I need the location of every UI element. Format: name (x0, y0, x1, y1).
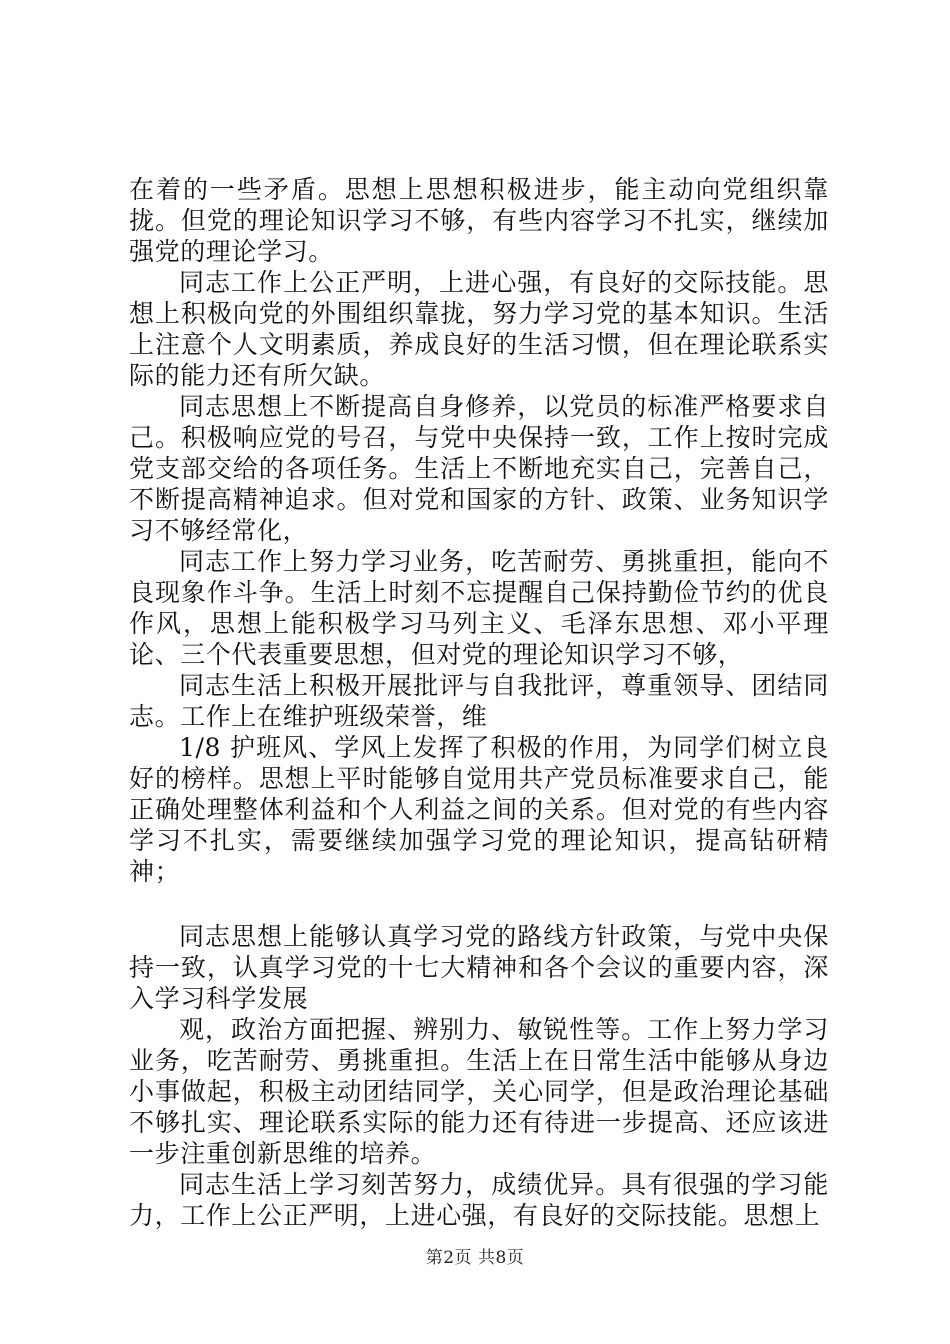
paragraph-7: 同志思想上能够认真学习党的路线方针政策，与党中央保持一致，认真学习党的十七大精神和各个会议的重要内容，深入学习科学发展 (129, 922, 829, 1013)
paragraph-1: 在着的一些矛盾。思想上思想积极进步，能主动向党组织靠拢。但党的理论知识学习不够，有些内容学习不扎实，继续加强党的理论学习。 (129, 175, 829, 266)
paragraph-8: 观，政治方面把握、辨别力、敏锐性等。工作上努力学习业务，吃苦耐劳、勇挑重担。生活上在日常生活中能够从身边小事做起，积极主动团结同学，关心同学，但是政治理论基础不够扎实、理论联系实际的能力还有待进一步提高、还应该进一步注重创新思维的培养。 (129, 1015, 829, 1168)
paragraph-9: 同志生活上学习刻苦努力，成绩优异。具有很强的学习能力，工作上公正严明，上进心强，有良好的交际技能。思想上 (129, 1170, 829, 1230)
paragraph-5: 同志生活上积极开展批评与自我批评，尊重领导、团结同志。工作上在维护班级荣誉，维 (129, 671, 829, 731)
document-body (129, 174, 829, 1231)
paragraph-3: 同志思想上不断提高自身修养，以党员的标准严格要求自己。积极响应党的号召，与党中央保持一致，工作上按时完成党支部交给的各项任务。生活上不断地充实自己，完善自己，不断提高精神追求。但对党和国家的方针、政策、业务知识学习不够经常化， (129, 392, 829, 545)
paragraph-4: 同志工作上努力学习业务，吃苦耐劳、勇挑重担，能向不良现象作斗争。生活上时刻不忘提醒自己保持勤俭节约的优良作风，思想上能积极学习马列主义、毛泽东思想、邓小平理论、三个代表重要思想，但对党的理论知识学习不够， (129, 547, 829, 669)
page-number-label: 第2页 共8页 (425, 1248, 525, 1268)
paragraph-2: 同志工作上公正严明，上进心强，有良好的交际技能。思想上积极向党的外围组织靠拢，努力学习党的基本知识。生活上注意个人文明素质，养成良好的生活习惯，但在理论联系实际的能力还有所欠缺。 (129, 268, 829, 390)
paragraph-6: 1/8 护班风、学风上发挥了积极的作用，为同学们树立良好的榜样。思想上平时能够自觉用共产党员标准要求自己，能正确处理整体利益和个人利益之间的关系。但对党的有些内容学习不扎实，需要继续加强学习党的理论知识，提高钻研精神； (129, 733, 829, 886)
page-footer (0, 1243, 950, 1268)
